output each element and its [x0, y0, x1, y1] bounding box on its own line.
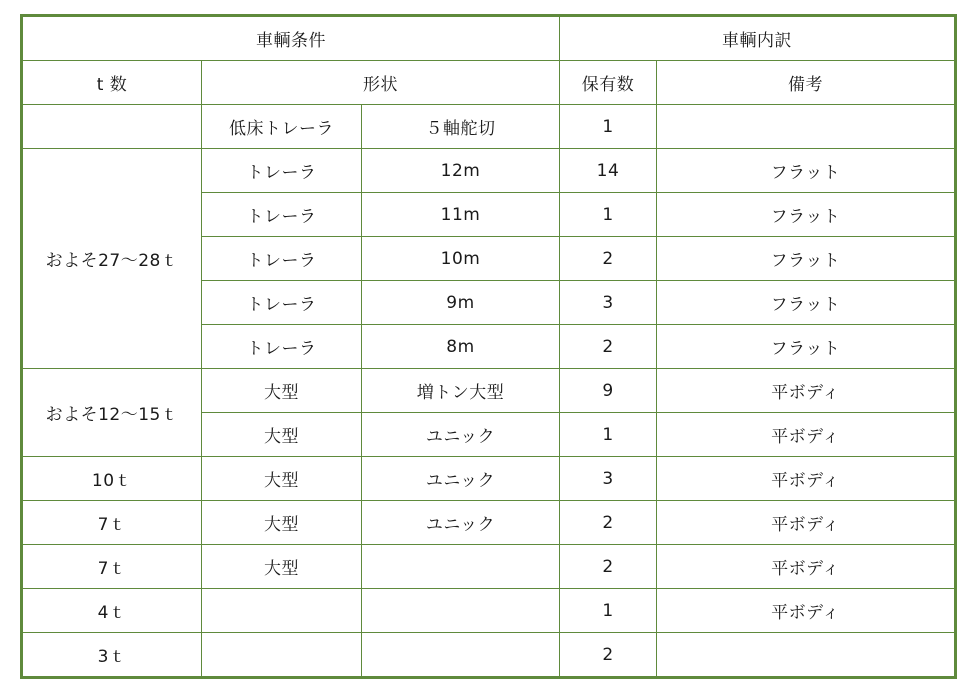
cell-remarks: 平ボディ: [657, 413, 956, 457]
cell-remarks: 平ボディ: [657, 589, 956, 633]
cell-spec: 増トン大型: [362, 369, 560, 413]
cell-remarks: 平ボディ: [657, 457, 956, 501]
cell-type: 大型: [202, 413, 362, 457]
cell-count: 1: [560, 589, 657, 633]
cell-spec: 8m: [362, 325, 560, 369]
cell-count: 2: [560, 325, 657, 369]
cell-tonnage: およそ12〜15ｔ: [22, 369, 202, 457]
cell-tonnage: 4ｔ: [22, 589, 202, 633]
cell-count: 1: [560, 193, 657, 237]
cell-tonnage: 7ｔ: [22, 501, 202, 545]
cell-tonnage: 3ｔ: [22, 633, 202, 678]
cell-count: 2: [560, 237, 657, 281]
cell-remarks: フラット: [657, 325, 956, 369]
cell-type: トレーラ: [202, 281, 362, 325]
cell-spec: 10m: [362, 237, 560, 281]
cell-spec: ユニック: [362, 457, 560, 501]
header-tonnage: t 数: [22, 61, 202, 105]
cell-spec: 12m: [362, 149, 560, 193]
header-vehicle-conditions: 車輌条件: [22, 16, 560, 61]
cell-count: 2: [560, 501, 657, 545]
cell-remarks: フラット: [657, 237, 956, 281]
header-shape: 形状: [202, 61, 560, 105]
cell-remarks: フラット: [657, 281, 956, 325]
cell-spec: 11m: [362, 193, 560, 237]
cell-remarks: [657, 633, 956, 678]
cell-spec: ユニック: [362, 413, 560, 457]
cell-count: 3: [560, 281, 657, 325]
cell-type: 大型: [202, 369, 362, 413]
cell-remarks: 平ボディ: [657, 545, 956, 589]
table-row: [22, 545, 956, 589]
cell-type: トレーラ: [202, 149, 362, 193]
cell-remarks: フラット: [657, 149, 956, 193]
cell-type: 低床トレーラ: [202, 105, 362, 149]
cell-spec: [362, 545, 560, 589]
cell-type: トレーラ: [202, 237, 362, 281]
cell-remarks: フラット: [657, 193, 956, 237]
cell-count: 2: [560, 633, 657, 678]
cell-spec: ユニック: [362, 501, 560, 545]
fleet-table: [20, 14, 957, 679]
cell-count: 2: [560, 545, 657, 589]
cell-spec: [362, 589, 560, 633]
cell-tonnage: およそ27〜28ｔ: [22, 149, 202, 369]
header-vehicle-breakdown: 車輌内訳: [560, 16, 956, 61]
cell-count: 3: [560, 457, 657, 501]
cell-count: 1: [560, 105, 657, 149]
cell-type: [202, 633, 362, 678]
cell-tonnage: 10ｔ: [22, 457, 202, 501]
cell-spec: [362, 633, 560, 678]
cell-type: 大型: [202, 457, 362, 501]
table-row: [22, 501, 956, 545]
table-row: [22, 149, 956, 193]
table-row: [22, 589, 956, 633]
header-count: 保有数: [560, 61, 657, 105]
table-row: [22, 633, 956, 678]
cell-type: 大型: [202, 501, 362, 545]
cell-count: 14: [560, 149, 657, 193]
cell-spec: 9m: [362, 281, 560, 325]
table-row: [22, 369, 956, 413]
cell-type: トレーラ: [202, 193, 362, 237]
cell-remarks: [657, 105, 956, 149]
cell-count: 1: [560, 413, 657, 457]
cell-remarks: 平ボディ: [657, 501, 956, 545]
table-row: [22, 105, 956, 149]
cell-type: [202, 589, 362, 633]
cell-type: トレーラ: [202, 325, 362, 369]
header-remarks: 備考: [657, 61, 956, 105]
table-row: [22, 457, 956, 501]
header-row-1: [22, 16, 956, 61]
fleet-table-frame: [20, 14, 954, 677]
cell-tonnage: [22, 105, 202, 149]
cell-tonnage: 7ｔ: [22, 545, 202, 589]
header-row-2: [22, 61, 956, 105]
cell-count: 9: [560, 369, 657, 413]
cell-spec: ５軸舵切: [362, 105, 560, 149]
cell-type: 大型: [202, 545, 362, 589]
cell-remarks: 平ボディ: [657, 369, 956, 413]
